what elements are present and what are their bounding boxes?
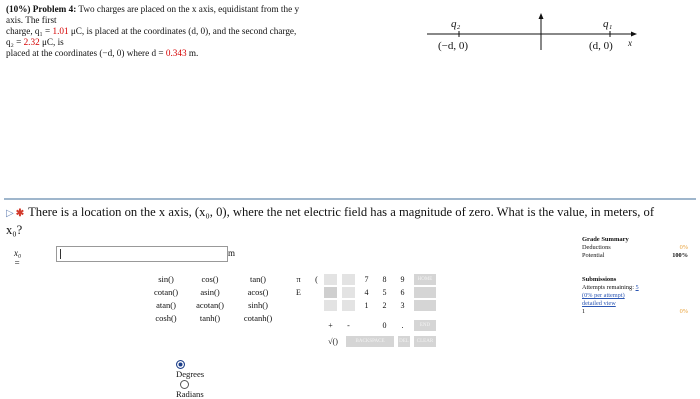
- tan-button[interactable]: tan(): [249, 274, 267, 284]
- submissions-title: Submissions: [582, 276, 617, 283]
- key-4[interactable]: 4: [364, 288, 369, 297]
- question-text: There is a location on the x axis, (x₀, 0), where the net electric field has a magnitude of zero. What is the value, in meters, of x₀?: [6, 205, 655, 237]
- radians-radio[interactable]: [180, 380, 189, 389]
- degrees-radio[interactable]: [176, 360, 185, 369]
- problem-line-3: placed at the coordinates (−d, 0) where d =: [6, 48, 166, 58]
- key-6[interactable]: 6: [400, 288, 405, 297]
- backspace-button[interactable]: BACKSPACE: [346, 336, 394, 347]
- left-coordinate: (−d, 0): [438, 40, 469, 52]
- grade-summary: [582, 236, 690, 260]
- del-button[interactable]: DEL: [398, 336, 410, 347]
- plus-button[interactable]: +: [328, 321, 333, 330]
- key-3[interactable]: 3: [400, 301, 405, 310]
- play-arrow-icon[interactable]: ▷: [6, 208, 14, 219]
- d-value: 0.343: [165, 48, 187, 58]
- grade-summary-title: Grade Summary: [582, 236, 629, 243]
- right-arrow-button[interactable]: [414, 287, 436, 298]
- close-paren-button[interactable]: [324, 274, 337, 285]
- key-2[interactable]: 2: [382, 301, 387, 310]
- submissions: [582, 276, 690, 316]
- problem-charge-text-a: charge, q₁ =: [6, 26, 53, 36]
- asin-button[interactable]: asin(): [200, 287, 220, 297]
- answer-unit: m: [228, 248, 236, 258]
- attempts-value: 5: [635, 284, 639, 291]
- q1-value: 1.01: [52, 26, 69, 36]
- problem-line-1: Two charges are placed on the x axis, equidistant from the y axis. The first: [6, 4, 300, 25]
- acos-button[interactable]: acos(): [247, 287, 269, 297]
- problem-charge-text-b: μC, is placed at the coordinates (d, 0), and the second charge, q₂ =: [6, 26, 297, 47]
- per-attempt-note: (0% per attempt): [582, 292, 625, 299]
- submission-row-index: 1: [582, 308, 586, 315]
- question-text-block: [6, 204, 666, 238]
- e-button[interactable]: E: [296, 288, 301, 297]
- deductions-label: Deductions: [582, 244, 611, 251]
- end-button[interactable]: END: [414, 320, 436, 331]
- problem-line-3-end: m.: [186, 48, 199, 58]
- cotanh-button[interactable]: cotanh(): [243, 313, 273, 323]
- angle-mode: [176, 358, 204, 399]
- blank-key-4[interactable]: [342, 287, 355, 298]
- q1-label: q₁: [603, 18, 613, 30]
- degrees-label: Degrees: [176, 368, 205, 379]
- sinh-button[interactable]: sinh(): [248, 300, 268, 310]
- atan-button[interactable]: atan(): [156, 300, 176, 310]
- potential-value: 100%: [672, 252, 688, 259]
- acotan-button[interactable]: acotan(): [196, 300, 224, 310]
- minus-button[interactable]: -: [347, 321, 350, 330]
- axis-svg: [405, 4, 640, 64]
- key-7[interactable]: 7: [364, 275, 369, 284]
- clear-button[interactable]: CLEAR: [414, 336, 436, 347]
- submission-row-value: 0%: [679, 308, 688, 315]
- detailed-view-link[interactable]: detailed view: [582, 300, 616, 307]
- key-8[interactable]: 8: [382, 275, 387, 284]
- answer-label: x₀ =: [14, 248, 22, 268]
- key-9[interactable]: 9: [400, 275, 405, 284]
- pi-button[interactable]: π: [296, 275, 301, 284]
- answer-input[interactable]: [56, 246, 228, 262]
- blank-key-1[interactable]: [324, 287, 337, 298]
- radians-label: Radians: [176, 389, 204, 399]
- text-cursor: [60, 249, 61, 259]
- q2-label: q₂: [451, 18, 461, 30]
- question-panel: [4, 198, 696, 399]
- star-icon: ✱: [15, 208, 25, 219]
- charge-diagram: [405, 4, 640, 64]
- q2-value: 2.32: [23, 37, 40, 47]
- problem-weight: (10%): [6, 4, 31, 14]
- cotan-button[interactable]: cotan(): [153, 287, 179, 297]
- cosh-button[interactable]: cosh(): [155, 313, 177, 323]
- blank-key-5[interactable]: [342, 300, 355, 311]
- x-axis-arrowhead: [631, 32, 637, 37]
- potential-label: Potential: [582, 252, 605, 259]
- attempts-label: Attempts remaining:: [582, 284, 636, 291]
- open-paren-button[interactable]: (: [315, 275, 318, 284]
- right-coordinate: (d, 0): [589, 40, 613, 52]
- left-arrow-button[interactable]: [414, 300, 436, 311]
- sqrt-button[interactable]: √(): [328, 337, 338, 346]
- cos-button[interactable]: cos(): [201, 274, 219, 284]
- tanh-button[interactable]: tanh(): [199, 313, 221, 323]
- blank-key-2[interactable]: [324, 300, 337, 311]
- deductions-value: 0%: [679, 244, 688, 251]
- key-5[interactable]: 5: [382, 288, 387, 297]
- home-button[interactable]: HOME: [414, 274, 436, 285]
- key-0[interactable]: 0: [382, 321, 387, 330]
- problem-charge-text-c: μC, is: [39, 37, 64, 47]
- problem-title: Problem 4:: [32, 4, 77, 14]
- blank-key-3[interactable]: [342, 274, 355, 285]
- problem-statement: [6, 4, 302, 58]
- decimal-button[interactable]: .: [401, 321, 404, 330]
- x-axis-label: x: [628, 38, 632, 48]
- key-1[interactable]: 1: [364, 301, 369, 310]
- sin-button[interactable]: sin(): [158, 274, 174, 284]
- y-axis-arrowhead: [539, 13, 544, 19]
